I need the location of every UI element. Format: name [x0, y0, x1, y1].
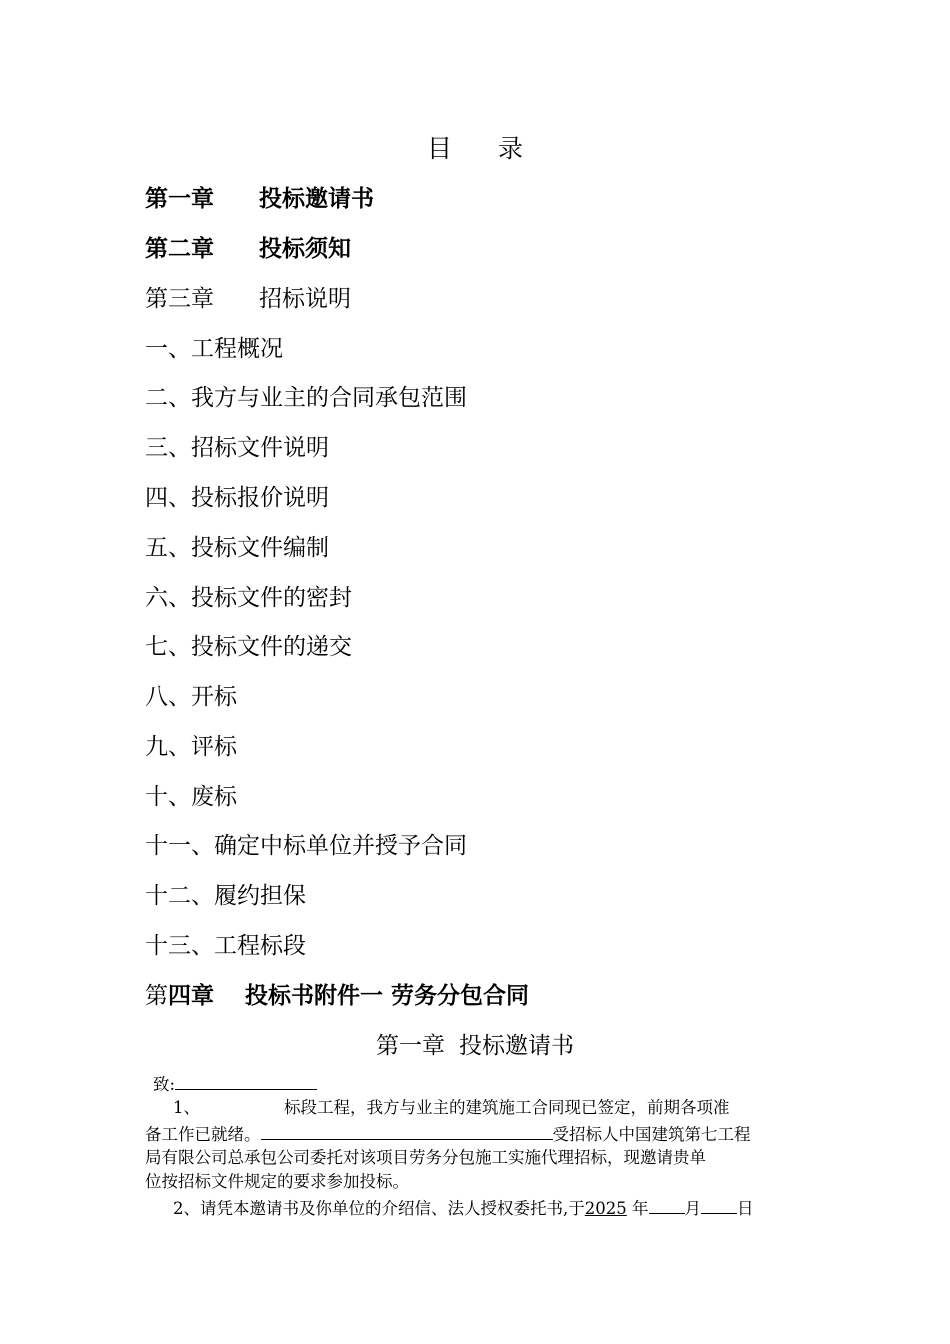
- paragraph-1-line-1: [145, 1096, 807, 1121]
- toc-item: 十三、工程标段: [145, 933, 306, 959]
- toc-item: 三、招标文件说明: [145, 435, 329, 461]
- toc-chapter-title: 投标邀请书: [259, 186, 374, 212]
- day-unit: 日: [737, 1199, 754, 1218]
- paragraph-1-line-4: 位按招标文件规定的要求参加投标。: [145, 1172, 409, 1191]
- paragraph-2-text: 2、请凭本邀请书及你单位的介绍信、法人授权委托书,于: [173, 1199, 585, 1218]
- toc-item: 十二、履约担保: [145, 883, 306, 909]
- toc-item: 四、投标报价说明: [145, 485, 329, 511]
- toc-item: 六、投标文件的密封: [145, 585, 352, 611]
- toc-item: 十一、确定中标单位并授予合同: [145, 833, 467, 859]
- toc-chapter-2: [145, 233, 351, 265]
- toc-chapter-label: 第三章: [145, 286, 214, 312]
- toc-item: 九、评标: [145, 734, 237, 760]
- toc-chapter-1: [145, 183, 374, 215]
- toc-chapter-4: [145, 980, 529, 1012]
- paragraph-2-line-1: [145, 1195, 807, 1222]
- month-unit: 月: [684, 1199, 701, 1218]
- paragraph-1-text: 标段工程，我方与业主的建筑施工合同现已签定，前期各项准: [284, 1098, 730, 1117]
- paragraph-1-line-2: [145, 1121, 807, 1148]
- toc-item: 十、废标: [145, 784, 237, 810]
- toc-chapter4-prefix: 第: [145, 983, 168, 1009]
- toc-item: 一、工程概况: [145, 336, 283, 362]
- toc-chapter4-label: 四章: [168, 983, 214, 1009]
- toc-title: [0, 132, 950, 166]
- toc-title-part1: 目: [426, 134, 452, 163]
- paragraph-1-line-3: 局有限公司总承包公司委托对该项目劳务分包施工实施代理招标，现邀请贵单: [145, 1148, 706, 1167]
- chapter-1-title: 投标邀请书: [459, 1033, 574, 1059]
- day-blank: [701, 1195, 737, 1214]
- chapter-1-heading: [0, 1030, 950, 1062]
- paragraph-1-number: 1、: [173, 1098, 200, 1117]
- year-value: 2025: [584, 1199, 627, 1218]
- toc-chapter-label: 第二章: [145, 236, 214, 262]
- addressee-line: [153, 1071, 815, 1098]
- paragraph-1-line2-end: 受招标人中国建筑第七工程: [552, 1125, 751, 1144]
- toc-item: 五、投标文件编制: [145, 535, 329, 561]
- toc-chapter-label: 第一章: [145, 186, 214, 212]
- toc-item: 八、开标: [145, 684, 237, 710]
- addressee-blank: [175, 1071, 317, 1090]
- toc-item: 二、我方与业主的合同承包范围: [145, 385, 467, 411]
- year-unit: 年: [632, 1199, 649, 1218]
- tenderer-blank: [261, 1121, 553, 1140]
- chapter-1-label: 第一章: [376, 1033, 445, 1059]
- paragraph-1-line2-start: 备工作已就绪。: [145, 1125, 261, 1144]
- addressee-label: 致:: [153, 1075, 176, 1094]
- toc-chapter-title: 招标说明: [259, 286, 351, 312]
- toc-chapter-3: [145, 283, 351, 315]
- toc-title-part2: 录: [498, 134, 524, 163]
- toc-item: 七、投标文件的递交: [145, 634, 352, 660]
- toc-chapter-title: 投标须知: [259, 236, 351, 262]
- month-blank: [649, 1195, 685, 1214]
- toc-chapter4-title: 投标书附件一 劳务分包合同: [245, 983, 530, 1009]
